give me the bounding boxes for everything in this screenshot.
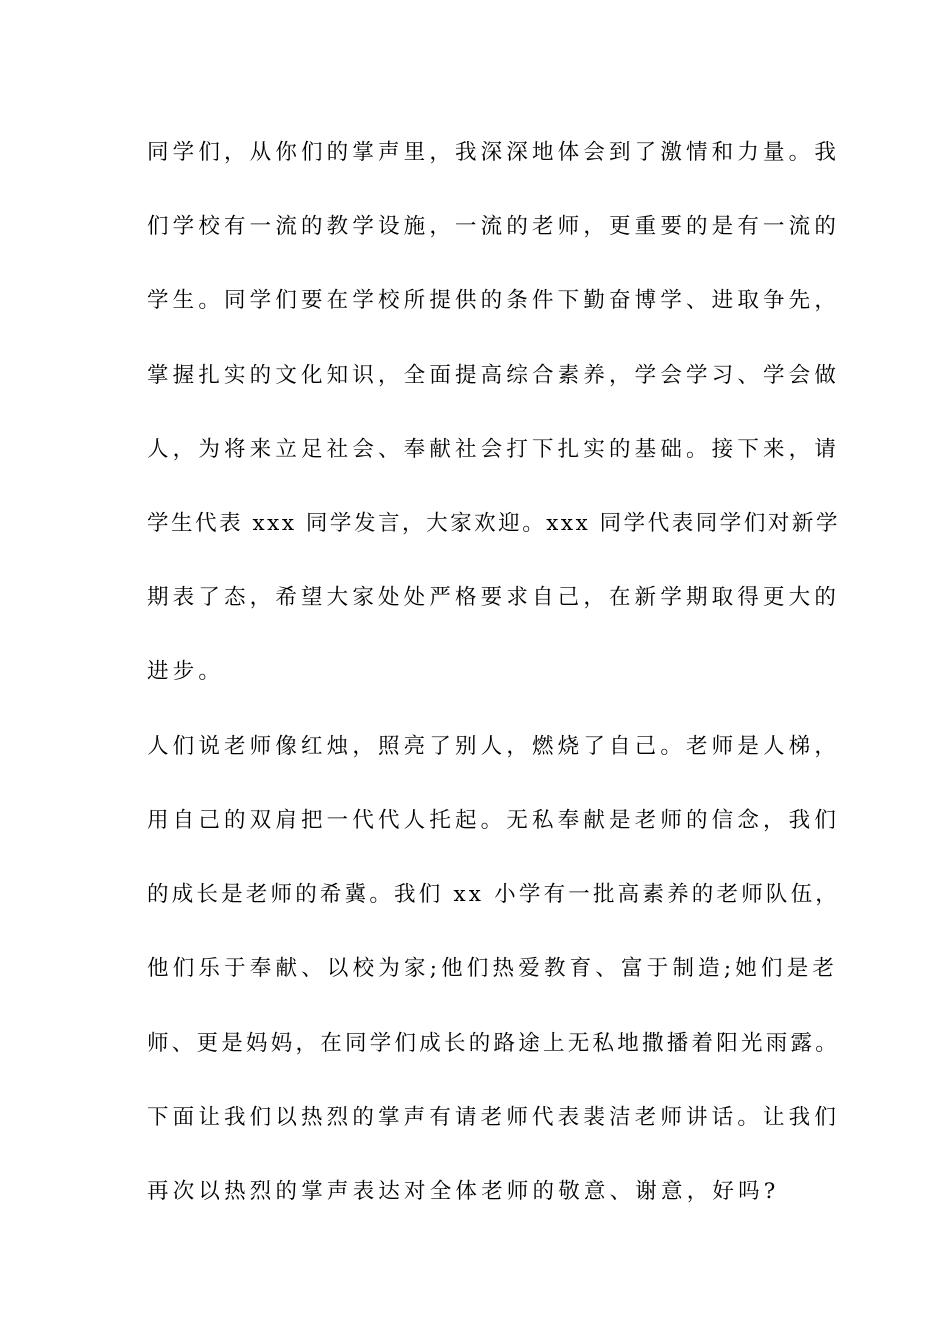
text-line: 进步。 [147,659,225,684]
text-line: 他们乐于奉献、以校为家;他们热爱教育、富于制造;她们是老 [147,956,839,981]
text-line: 学生。同学们要在学校所提供的条件下勤奋博学、进取争先， [147,288,840,313]
text-line: 人，为将来立足社会、奉献社会打下扎实的基础。接下来，请 [147,437,840,462]
text-line: 师、更是妈妈，在同学们成长的路途上无私地撒播着阳光雨露。 [147,1031,840,1056]
text-line: 期表了态，希望大家处处严格要求自己，在新学期取得更大的 [147,585,840,610]
text-line: 学生代表 xxx 同学发言，大家欢迎。xxx 同学代表同学们对新学 [147,511,840,536]
text-line: 的成长是老师的希冀。我们 xx 小学有一批高素养的老师队伍， [147,882,840,907]
text-line: 同学们，从你们的掌声里，我深深地体会到了激情和力量。我 [147,140,840,165]
text-line: 用自己的双肩把一代代人托起。无私奉献是老师的信念，我们 [147,808,840,833]
text-line: 们学校有一流的教学设施，一流的老师，更重要的是有一流的 [147,214,840,239]
text-line: 掌握扎实的文化知识，全面提高综合素养，学会学习、学会做 [147,363,840,388]
text-line: 下面让我们以热烈的掌声有请老师代表裴洁老师讲话。让我们 [147,1105,840,1130]
text-line: 再次以热烈的掌声表达对全体老师的敬意、谢意，好吗? [147,1179,780,1204]
text-line: 人们说老师像红烛，照亮了别人，燃烧了自己。老师是人梯， [147,734,840,759]
